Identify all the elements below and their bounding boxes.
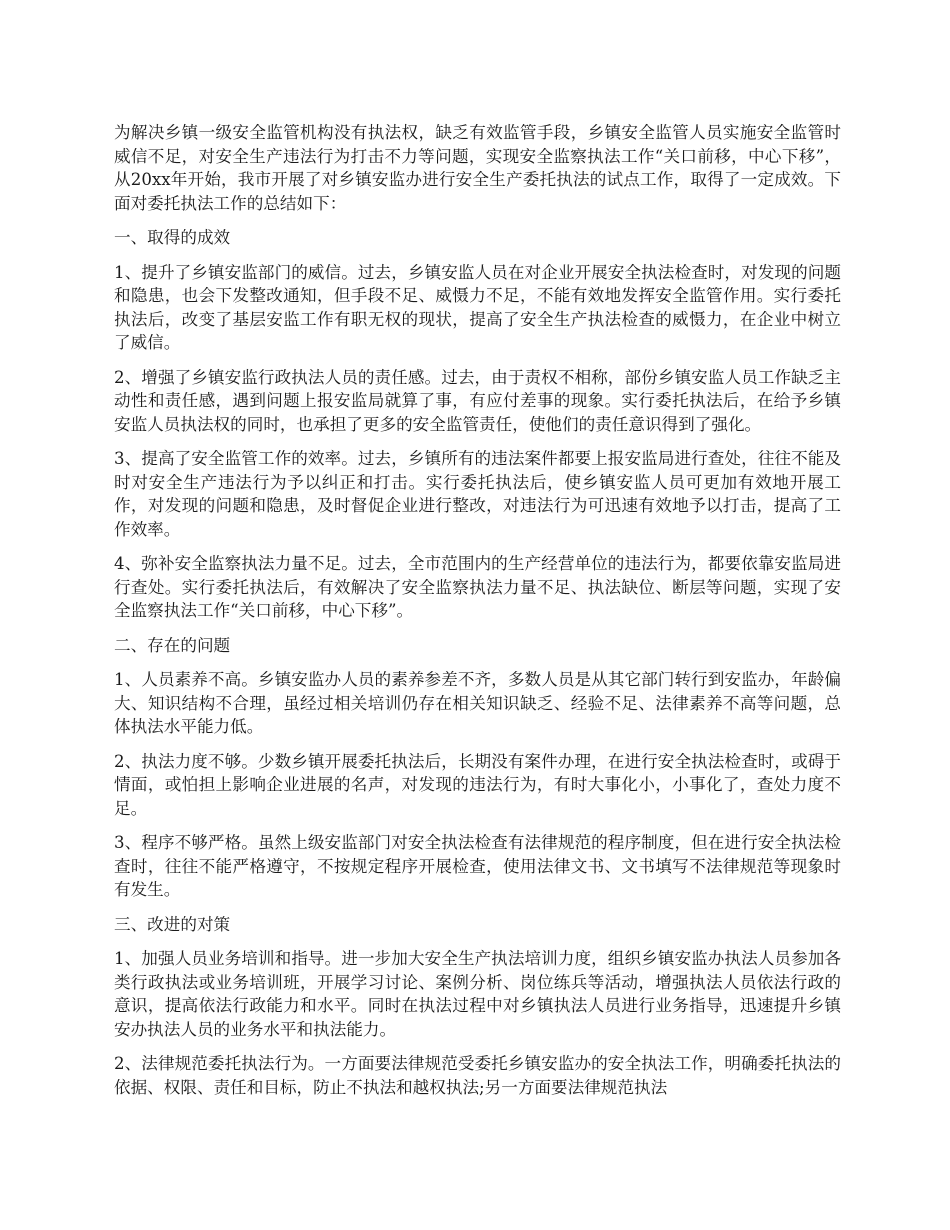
achievement-item: 1、提升了乡镇安监部门的威信。过去，乡镇安监人员在对企业开展安全执法检查时，对发现的问题和隐患，也会下发整改通知，但手段不足、威慑力不足，不能有效地发挥安全监管作用。实行委托执法后，改变了基层安监工作有职无权的现状，提高了安全生产执法检查的威慑力，在企业中树立了威信。: [114, 262, 841, 352]
achievement-item: 3、提高了安全监管工作的效率。过去，乡镇所有的违法案件都要上报安监局进行查处，往往不能及时对安全生产违法行为予以纠正和打击。实行委托执法后，使乡镇安监人员可更加有效地开展工作，对发现的问题和隐患，及时督促企业进行整改，对违法行为可迅速有效地予以打击，提高了工作效率。: [114, 449, 841, 539]
section-heading-achievements: 一、取得的成效: [114, 228, 231, 247]
document-body: [114, 121, 841, 1110]
section-heading-countermeasures: 三、改进的对策: [114, 914, 231, 934]
problem-item: 1、人员素养不高。乡镇安监办人员的素养参差不齐，多数人员是从其它部门转行到安监办，年龄偏大、知识结构不合理，虽经过相关培训仍存在相关知识缺乏、经验不足、法律素养不高等问题，总体执法水平能力低。: [114, 670, 841, 736]
countermeasure-item: 2、法律规范委托执法行为。一方面要法律规范受委托乡镇安监办的安全执法工作，明确委托执法的依据、权限、责任和目标，防止不执法和越权执法;另一方面要法律规范执法: [114, 1054, 841, 1097]
achievement-item: 4、弥补安全监察执法力量不足。过去，全市范围内的生产经营单位的违法行为，都要依靠安监局进行查处。实行委托执法后，有效解决了安全监察执法力量不足、执法缺位、断层等问题，实现了安全监察执法工作“关口前移，中心下移”。: [114, 554, 841, 620]
section-heading-problems: 二、存在的问题: [114, 635, 231, 655]
problem-item: 2、执法力度不够。少数乡镇开展委托执法后，长期没有案件办理，在进行安全执法检查时，或碍于情面，或怕担上影响企业进展的名声，对发现的违法行为，有时大事化小，小事化了，查处力度不足。: [114, 751, 841, 818]
achievement-item: 2、增强了乡镇安监行政执法人员的责任感。过去，由于责权不相称，部份乡镇安监人员工作缺乏主动性和责任感，遇到问题上报安监局就算了事，有应付差事的现象。实行委托执法后，在给予乡镇安监人员执法权的同时，也承担了更多的安全监管责任，使他们的责任意识得到了强化。: [114, 367, 841, 434]
countermeasure-item: 1、加强人员业务培训和指导。进一步加大安全生产执法培训力度，组织乡镇安监办执法人员参加各类行政执法或业务培训班，开展学习讨论、案例分析、岗位练兵等活动，增强执法人员依法行政的意识，提高依法行政能力和水平。同时在执法过程中对乡镇执法人员进行业务指导，迅速提升乡镇安办执法人员的业务水平和执法能力。: [114, 949, 841, 1039]
intro-paragraph: 为解决乡镇一级安全监管机构没有执法权，缺乏有效监管手段，乡镇安全监管人员实施安全监管时威信不足，对安全生产违法行为打击不力等问题，实现安全监察执法工作“关口前移，中心下移”，从20xx年开始，我市开展了对乡镇安监办进行安全生产委托执法的试点工作，取得了一定成效。下面对委托执法工作的总结如下：: [114, 123, 841, 213]
problem-item: 3、程序不够严格。虽然上级安监部门对安全执法检查有法律规范的程序制度，但在进行安全执法检查时，往往不能严格遵守，不按规定程序开展检查，使用法律文书、文书填写不法律规范等现象时有发生。: [114, 833, 841, 899]
